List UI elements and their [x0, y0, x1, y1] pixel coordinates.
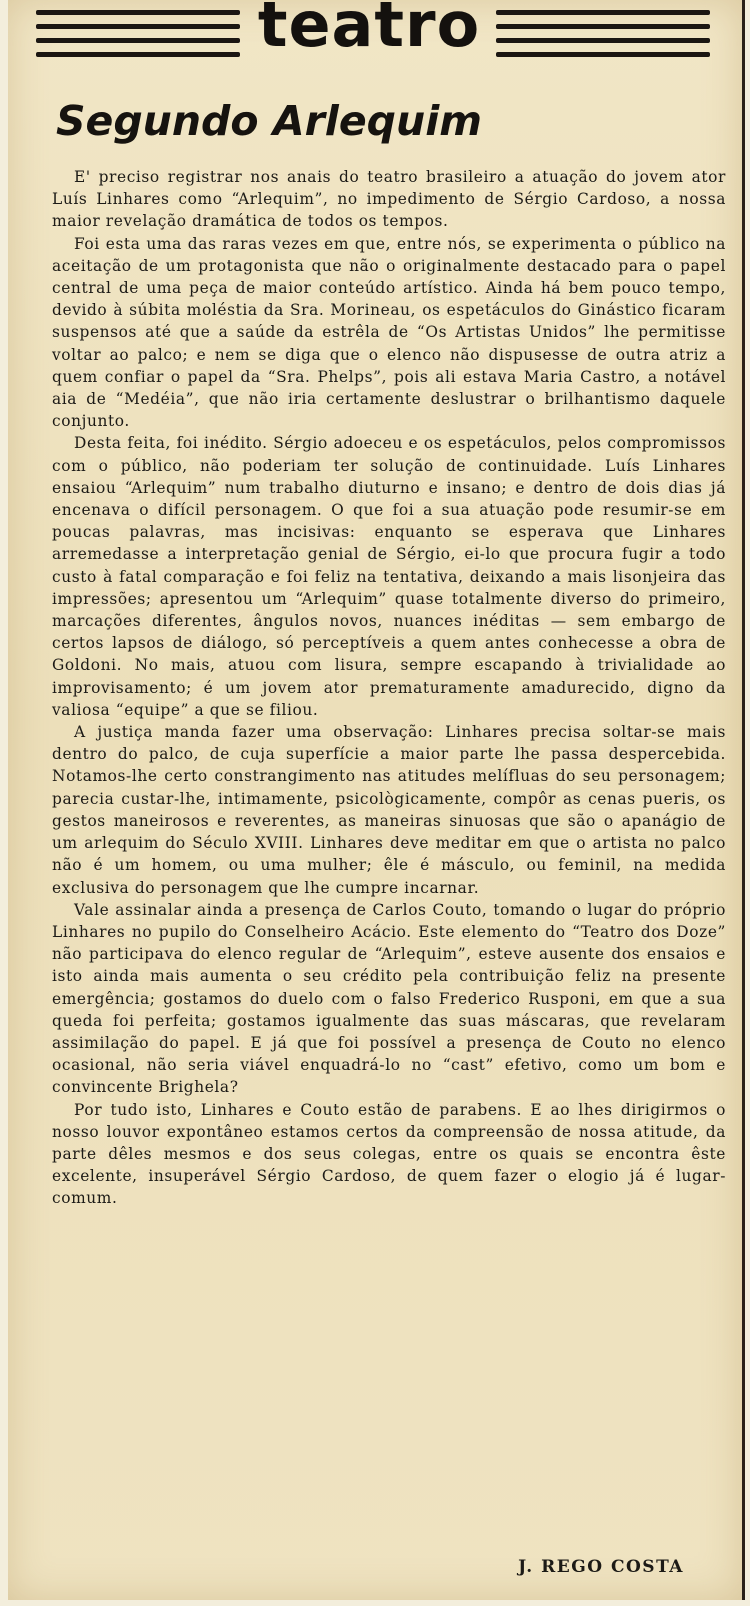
paragraph: Desta feita, foi inédito. Sérgio adoeceu e os espetáculos, pelos compromissos com o público, não poderiam ter solução de continuidade. Luís Linhares ensaiou “Arlequim” num trabalho diuturno e insano; e dentro de dois dias já encenava o difícil personagem. O que foi a sua atuação pode resumir-se em poucas palavras, mas incisivas: enquanto se esperava que Linhares arremedasse a interpretação genial de Sérgio, ei-lo que procura fugir a todo custo à fatal comparação e foi feliz na tentativa, deixando a mais lisonjeira das impressões; apresentou um “Arlequim” quase totalmente diverso do primeiro, marcações diferentes, ângulos novos, nuances inéditas — sem embargo de certos lapsos de diálogo, só perceptíveis a quem antes conhecesse a obra de Goldoni. No mais, atuou com lisura, sempre escapando à trivialidade ao improvisamento; é um jovem ator prematuramente amadurecido, digno da valiosa “equipe” a que se filiou. — [52, 434, 726, 719]
section-header — [8, 0, 742, 80]
header-rules-right — [496, 10, 710, 66]
paragraph: Por tudo isto, Linhares e Couto estão de parabens. E ao lhes dirigirmos o nosso louvor expontâneo estamos certos da compreensão de nossa atitude, da parte dêles mesmos e dos seus colegas, entre os quais se encontra êste excelente, insuperável Sérgio Cardoso, de quem fazer o elogio já é lugar-comum. — [52, 1100, 726, 1208]
article-title: Segundo Arlequim — [56, 97, 482, 145]
paragraph: Foi esta uma das raras vezes em que, entre nós, se experimenta o público na aceitação de um protagonista que não o originalmente destacado para o papel central de uma peça de maior conteúdo artístico. Ainda há bem pouco tempo, devido à súbita moléstia da Sra. Morineau, os espetáculos do Ginástico ficaram suspensos até que a saúde da estrêla de “Os Artistas Unidos” lhe permitisse voltar ao palco; e nem se diga que o elenco não dispusesse de outra atriz a quem confiar o papel da “Sra. Phelps”, pois ali estava Maria Castro, a notável aia de “Medéia”, que não iria certamente deslustrar o brilhantismo daquele conjunto. — [52, 234, 726, 431]
paragraph: E' preciso registrar nos anais do teatro brasileiro a atuação do jovem ator Luís Linhares como “Arlequim”, no impedimento de Sérgio Cardoso, a nossa maior revelação dramática de todos os tempos. — [52, 168, 726, 231]
author-byline: J. REGO COSTA — [518, 1557, 684, 1577]
article-body — [52, 166, 726, 1210]
header-rules-left — [36, 10, 240, 66]
section-title: teatro — [257, 0, 481, 61]
paragraph: A justiça manda fazer uma observação: Linhares precisa soltar-se mais dentro do palco, de cuja superfície a maior parte lhe passa despercebida. Notamos-lhe certo constrangimento nas atitudes melífluas do seu personagem; parecia custar-lhe, intimamente, psicològicamente, compôr as cenas pueris, os gestos maneirosos e reverentes, as maneiras sinuosas que são o apanágio de um arlequim do Século XVIII. Linhares deve meditar em que o artista no palco não é um homem, ou uma mulher; êle é másculo, ou feminil, na medida exclusiva do personagem que lhe cumpre incarnar. — [52, 723, 726, 897]
paragraph: Vale assinalar ainda a presença de Carlos Couto, tomando o lugar do próprio Linhares no pupilo do Conselheiro Acácio. Este elemento do “Teatro dos Doze” não participava do elenco regular de “Arlequim”, esteve ausente dos ensaios e isto ainda mais aumenta o seu crédito pela contribuição feliz na presente emergência; gostamos do duelo com o falso Frederico Rusponi, em que a sua queda foi perfeita; gostamos igualmente das suas máscaras, que revelaram assimilação do papel. E já que foi possível a presença de Couto no elenco ocasional, não seria viável enquadrá-lo no “cast” efetivo, como um bom e convincente Brighela? — [52, 900, 726, 1097]
newspaper-clipping — [8, 0, 745, 1600]
